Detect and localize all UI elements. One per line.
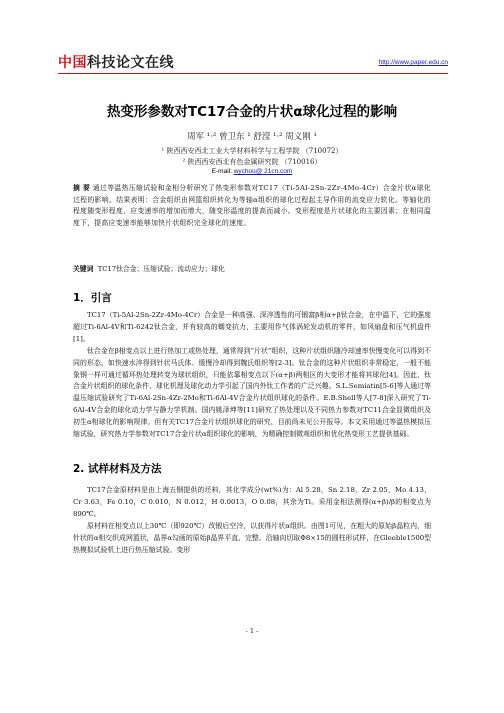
intro-paragraph-2: 钛合金在β相变点以上进行热加工或热处理，通常得到“片状”组织，这种片状组织随冷却速率快慢变化可以得到不同的形态。如快速水淬得到针状马氏体、缓慢冷却得到魏氏组织等[2-3]。钛合金的这种片状组织非常稳定，一般不能象钢一样可通过循环热处理转变为球状组织，只能依靠相变点以下(α+β)两相区的大变形才能将其球化[4]。因此，钛合金片状组织的球化条件、球化机理及球化动力学引起了国内外钛工作者的广泛兴趣。S.L.Semiatin[5-6]等人通过等温压缩试验研究了Ti-6Al-2Sn-4Zr-2Mo和Ti-6Al-4V合金片状组织球化的条件。E.B.Shell等人[7-8]深入研究了Ti-6Al-4V合金的球化动力学与静力学机制。国内姚泽坤等[11]研究了热处理以及不同热力参数对TC11合金显微组织及初生α相球化的影响规律。但有关TC17合金片状组织球化的研究，目前尚未见公开报导。本文采用通过等温热模拟压缩试验，研究热力学参数对TC17合金片状α组织球化的影响，为精确控制微观组织和优化热变形工艺提供基础。: [73, 347, 431, 438]
paper-authors: 周军 ¹·² 曾卫东 ¹ 舒滢 ¹·² 周义刚 ¹: [187, 132, 317, 142]
header-divider: [58, 73, 448, 74]
methods-paragraph-1: TC17合金原材料是由上海五钢提供的坯料，其化学成分(wt%)为：Al 5.28，Sn 2.18，Zr 2.05，Mo 4.13，Cr 3.63，Fe 0.10，C 0.010，N 0.012，H 0.0013，O 0.08，其余为Ti。采用金相法测得(α+β)/β的相变点为890℃。: [73, 486, 431, 518]
methods-paragraph-2: 原材料在相变点以上30℃（即920℃）改锻后空冷，以获得片状α组织。由图1可见，在粗大的原始β晶粒内，细针状的α相交织成网篮状，晶界α勾画的原始β晶界平直、完整。沿轴向切取Φ8×15的圆柱形试样，在Gleeble1500型热模拟试验机上进行热压缩试验。变形: [73, 522, 431, 554]
site-logo[interactable]: [58, 52, 174, 72]
email-link[interactable]: wychou@ 21cn.com: [233, 168, 293, 175]
keywords-label: 关键词: [73, 265, 94, 273]
email-label: E-mail:: [211, 168, 234, 175]
site-url-link[interactable]: http://www.paper.edu.cn: [378, 59, 448, 66]
affiliation-2: ² 陕西西安西北有色金属研究院 （710016）: [182, 158, 322, 166]
abstract-text: 通过等温热压缩试验和金相分析研究了热变形参数对TC17（Ti-5Al-2Sn-2Zr-4Mo-4Cr）合金片状α球化过程的影响。结果表明：合金组织由网篮组织转化为等轴α组织的球化过程起主导作用的流变应力软化。等轴化的程度随变形程度、应变速率的增加而增大，随变形温度的提高而减小。变形程度是片状球化的主要因素；在相同温度下，提高应变速率能够加快片状组织完全球化的速度。: [73, 184, 431, 227]
keywords-text: TC17钛合金；压缩试验；流动应力；球化: [97, 265, 225, 273]
section-heading-methods: 2. 试样材料及方法: [73, 463, 162, 475]
page-header: [58, 52, 448, 78]
abstract-label: 摘 要: [73, 184, 91, 192]
abstract: [73, 183, 431, 229]
section-heading-intro: 1．引言: [73, 292, 112, 304]
affiliation-1: ¹ 陕西西安西北工业大学材料科学与工程学院 （710072）: [161, 147, 343, 155]
author-email: [0, 168, 504, 175]
intro-paragraph-1: TC17（Ti-5Al-2Sn-2Zr-4Mo-4Cr）合金是一种高强、深淬透性的可锻富β相α+β钛合金，在中温下，它的强度超过Ti-6Al-4V和Ti-6242钛合金，并有较高的蠕变抗力，主要用作气体涡轮发动机的零件，如风扇盘和压气机盘件[1]。: [73, 311, 431, 343]
page-number: - 1 -: [245, 627, 259, 635]
logo-text-red: 中国: [58, 55, 87, 71]
logo-text-dark: 科技论文在线: [87, 55, 174, 71]
paper-title: 热变形参数对TC17合金的片状α球化过程的影响: [106, 104, 398, 120]
keywords: [73, 263, 431, 273]
